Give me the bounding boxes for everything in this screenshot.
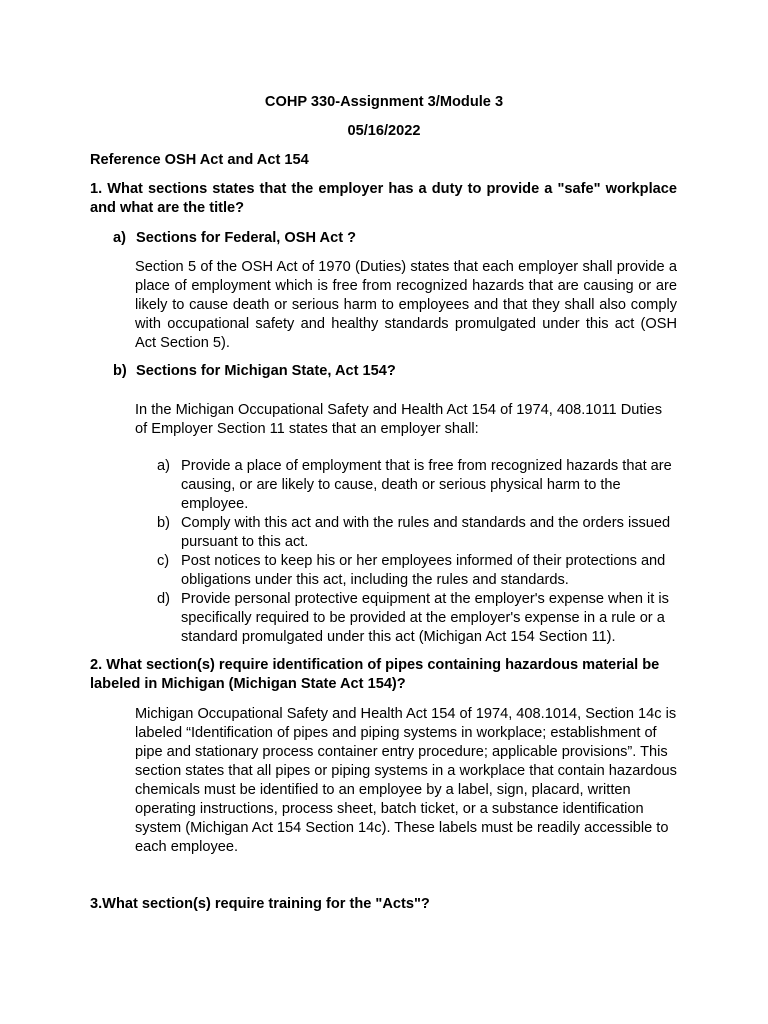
- course-title: COHP 330-Assignment 3/Module 3: [264, 94, 504, 110]
- question-1: 1. What sections states that the employer has a duty to provide a "safe" workplace and what are the title?: [90, 181, 677, 216]
- list-marker: d): [157, 591, 170, 607]
- answer-a-paragraph: Section 5 of the OSH Act of 1970 (Duties) states that each employer shall provide a place of employment which is free from recognized hazards that are causing or are likely to cause death or serious harm to employees and that they shall also comply with occupational safety and healthy standards promulgated under this act (OSH Act Section 5).: [135, 259, 677, 351]
- duties-list: [157, 457, 677, 647]
- subheading-b-text: Sections for Michigan State, Act 154?: [136, 363, 396, 379]
- list-item: [157, 514, 677, 552]
- subheading-a-marker: a): [113, 230, 126, 246]
- reference-heading: Reference OSH Act and Act 154: [90, 152, 309, 168]
- list-item: [157, 590, 677, 647]
- subheading-b: [113, 362, 683, 381]
- list-item-text: Post notices to keep his or her employees informed of their protections and obligations under this act, including the rules and standards.: [181, 553, 666, 588]
- subheading-a-text: Sections for Federal, OSH Act ?: [136, 230, 357, 246]
- list-item-text: Provide personal protective equipment at the employer's expense when it is specifically required to be provided at the employer's expense in a rule or a standard promulgated under this act (Michigan Act 154 Section 11).: [181, 591, 669, 645]
- list-marker: c): [157, 553, 170, 569]
- list-marker: b): [157, 515, 170, 531]
- list-item: [157, 457, 677, 514]
- answer-2-paragraph: Michigan Occupational Safety and Health Act 154 of 1974, 408.1014, Section 14c is labeled “Identification of pipes and piping systems in workplace; establishment of pipe and stationary process container entry procedure; applicable provisions”. This section states that all pipes or piping systems in a workplace that contain hazardous chemicals must be identified to an employee by a label, sign, placard, written operating instructions, process sheet, batch ticket, or a substance identification system (Michigan Act 154 Section 14c). These labels must be readily accessible to each employee.: [135, 706, 677, 855]
- list-item-text: Comply with this act and with the rules and standards and the orders issued pursuant to this act.: [181, 515, 671, 550]
- subheading-b-marker: b): [113, 363, 127, 379]
- date-line: 05/16/2022: [347, 123, 421, 139]
- subheading-a: [113, 229, 683, 248]
- list-item: [157, 552, 677, 590]
- list-item-text: Provide a place of employment that is free from recognized hazards that are causing, or are likely to cause, death or serious physical harm to the employee.: [181, 458, 672, 512]
- answer-b-intro: In the Michigan Occupational Safety and Health Act 154 of 1974, 408.1011 Duties of Employer Section 11 states that an employer shall:: [135, 402, 663, 437]
- question-2: 2. What section(s) require identification of pipes containing hazardous material be labeled in Michigan (Michigan State Act 154)?: [90, 657, 660, 692]
- question-3: 3.What section(s) require training for the "Acts"?: [90, 896, 430, 912]
- list-marker: a): [157, 458, 170, 474]
